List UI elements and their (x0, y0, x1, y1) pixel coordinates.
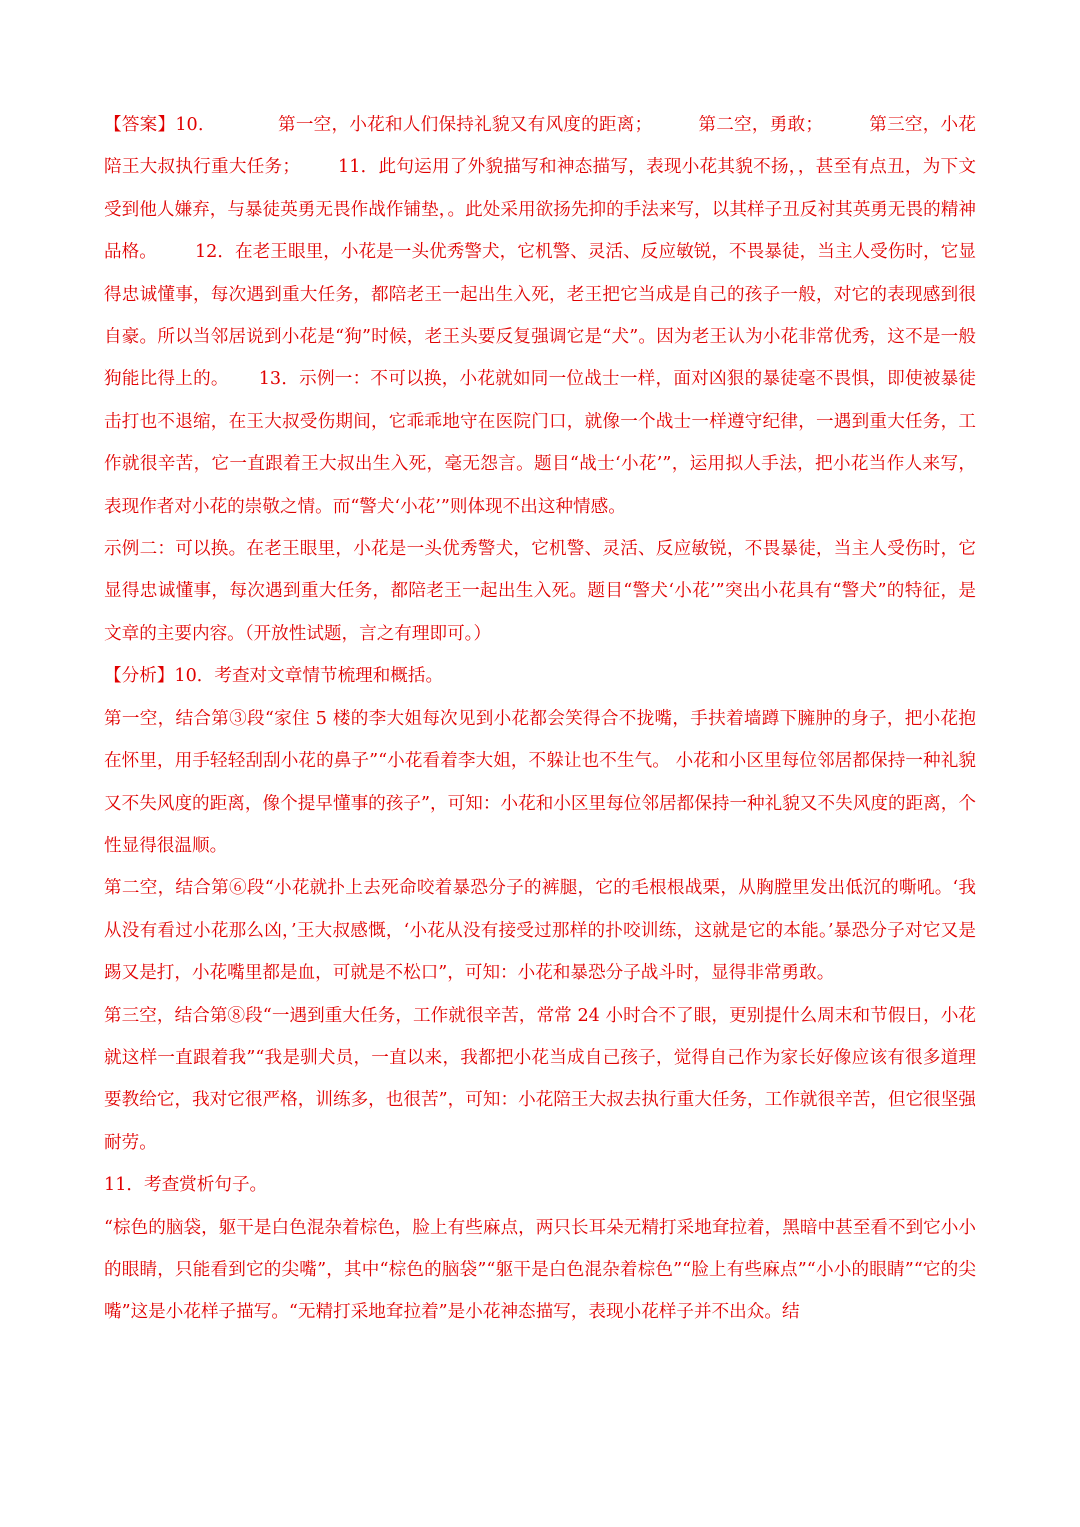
analysis-q11-paragraph: “棕色的脑袋，躯干是白色混杂着棕色，脸上有些麻点，两只长耳朵无精打采地耷拉着，黑暗中甚至看不到它小小的眼睛，只能看到它的尖嘴”，其中“棕色的脑袋”“躯干是白色混杂着棕色”“脸上有些麻点”“小小的眼睛”“它的尖嘴”这是小花样子描写。“无精打采地耷拉着”是小花神态描写，表现小花样子并不出众。结 (104, 1217, 976, 1323)
answer-q13-example-1: 13．示例一：不可以换，小花就如同一位战士一样，面对凶狠的暴徒毫不畏惧，即使被暴徒击打也不退缩，在王大叔受伤期间，它乖乖地守在医院门口，就像一个战士一样遵守纪律，一遇到重大任务，工作就很辛苦，它一直跟着王大叔出生入死，毫无怨言。题目“战士‘小花’”，运用拟人手法，把小花当作人来写，表现作者对小花的崇敬之情。而“警犬‘小花’”则体现不出这种情感。 (104, 369, 976, 517)
analysis-heading (104, 655, 976, 697)
answer-q10-number: 10． (175, 115, 216, 135)
answer-q10-blank-3: 第三空，小花陪王大叔执行重大任务； (104, 115, 976, 178)
answer-label: 【答案】 (104, 115, 176, 135)
answer-q13-example-2: 示例二：可以换。在老王眼里，小花是一头优秀警犬，它机警、灵活、反应敏锐，不畏暴徒，当主人受伤时，它显得忠诚懂事，每次遇到重大任务，都陪老王一起出生入死。题目“警犬‘小花’”突出小花具有“警犬”的特征，是文章的主要内容。（开放性试题，言之有理即可。） (104, 539, 976, 644)
analysis-q11-heading: 11．考查赏析句子。 (104, 1175, 268, 1196)
analysis-q10-blank-2: 第二空，结合第⑥段“小花就扑上去死命咬着暴恐分子的裤腿，它的毛根根战栗，从胸膛里发出低沉的嘶吼。‘我从没有看过小花那么凶，’王大叔感慨，‘小花从没有接受过那样的扑咬训练，这就是它的本能。’暴恐分子对它又是踢又是打，小花嘴里都是血，可就是不松口”，可知：小花和暴恐分子战斗时，显得非常勇敢。 (104, 878, 976, 984)
analysis-q10-heading: 10．考查对文章情节梳理和概括。 (174, 666, 444, 687)
analysis-q10-blank-3: 第三空，结合第⑧段“一遇到重大任务，工作就很辛苦，常常 24 小时合不了眼，更别提什么周末和节假日，小花就这样一直跟着我”“我是驯犬员，一直以来，我都把小花当成自己孩子，觉得自己作为家长好像应该有很多道理要教给它，我对它很严格，训练多，也很苦”，可知：小花陪王大叔去执行重大任务，工作就很辛苦，但它很坚强耐劳。 (104, 1005, 976, 1153)
answer-q10-blank-1: 第一空，小花和人们保持礼貌又有风度的距离； (277, 115, 653, 135)
answer-q11: 11．此句运用了外貌描写和神态描写，表现小花其貌不扬，，甚至有点丑，为下文受到他人嫌弃，与暴徒英勇无畏作战作铺垫，。此处采用欲扬先抑的手法来写，以其样子丑反衬其英勇无畏的精神品格。 (104, 157, 976, 263)
answer-q10-blank-2: 第二空，勇敢； (698, 115, 823, 135)
analysis-label: 【分析】 (104, 666, 175, 687)
answer-paragraph (104, 104, 976, 528)
document-page (104, 104, 976, 1334)
analysis-q10-blank-1: 第一空，结合第③段“家住 5 楼的李大姐每次见到小花都会笑得合不拢嘴，手扶着墙蹲下臃肿的身子，把小花抱在怀里，用手轻轻刮刮小花的鼻子”“小花看着李大姐，不躲让也不生气。 小花和小区里每位邻居都保持一种礼貌又不失风度的距离，像个提早懂事的孩子”，可知：小花和小区里每位邻居都保持一种礼貌又不失风度的距离，个性显得很温顺。 (104, 708, 976, 856)
answer-q12: 12．在老王眼里，小花是一头优秀警犬，它机警、灵活、反应敏锐，不畏暴徒，当主人受伤时，它显得忠诚懂事，每次遇到重大任务，都陪老王一起出生入死，老王把它当成是自己的孩子一般，对它的表现感到很自豪。所以当邻居说到小花是“狗”时候，老王头要反复强调它是“犬”。因为老王认为小花非常优秀，这不是一般狗能比得上的。 (104, 242, 976, 390)
